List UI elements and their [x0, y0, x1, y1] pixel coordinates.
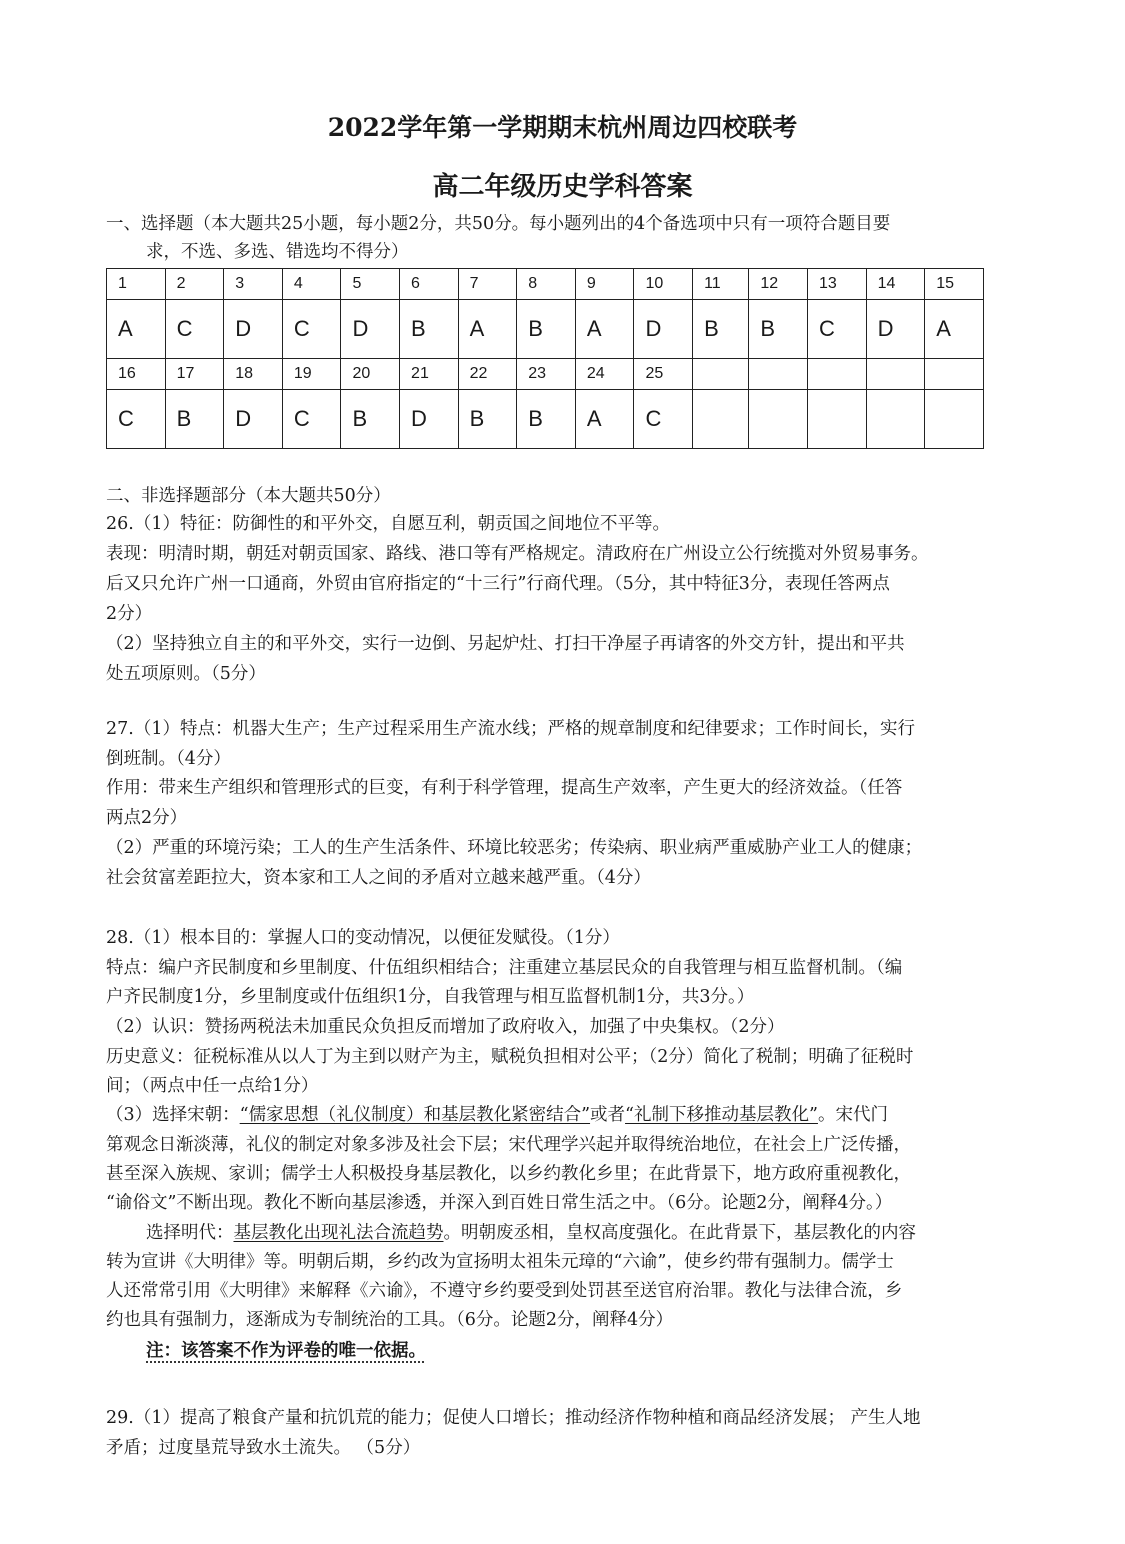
question-number-cell: 24: [575, 359, 634, 390]
answer-cell: C: [807, 300, 866, 359]
q26-line1: 26.（1）特征：防御性的和平外交，自愿互利，朝贡国之间地位不平等。: [106, 514, 670, 534]
question-number-cell: [693, 359, 749, 390]
answer-cell: [925, 390, 984, 449]
answer-cell: [749, 390, 808, 449]
q28-or: 或者: [590, 1105, 626, 1125]
question-number-row: [107, 359, 984, 390]
q28-line5: 历史意义：征税标准从以人丁为主到以财产为主，赋税负担相对公平；（2分）简化了税制；明确了征税时: [106, 1047, 914, 1067]
question-number-cell: 5: [341, 269, 400, 300]
document-title: 2022学年第一学期期末杭州周边四校联考: [327, 113, 798, 142]
q26-line4: 2分）: [106, 604, 153, 624]
question-number-cell: 23: [517, 359, 576, 390]
question-number-cell: 16: [107, 359, 166, 390]
question-number-cell: 7: [458, 269, 517, 300]
q28-part3-lead: （3）选择宋朝：: [106, 1105, 240, 1125]
question-number-row: [107, 269, 984, 300]
question-number-cell: 19: [282, 359, 341, 390]
answer-cell: A: [107, 300, 166, 359]
answer-cell: D: [866, 300, 925, 359]
q27-line3: 作用：带来生产组织和管理形式的巨变，有利于科学管理，提高生产效率，产生更大的经济效益。（任答: [106, 778, 903, 798]
q28-line9: 甚至深入族规、家训；儒学士人积极投身基层教化，以乡约教化乡里；在此背景下，地方政府重视教化，: [106, 1164, 911, 1184]
q28-line8: 第观念日渐淡薄，礼仪的制定对象多涉及社会下层；宋代理学兴起并取得统治地位，在社会上广泛传播，: [106, 1135, 911, 1155]
answer-cell: C: [282, 390, 341, 449]
q26-line2: 表现：明清时期，朝廷对朝贡国家、路线、港口等有严格规定。清政府在广州设立公行统揽对外贸易事务。: [106, 544, 929, 564]
question-number-cell: [749, 359, 808, 390]
answer-cell: D: [634, 300, 693, 359]
q27-line1: 27.（1）特点：机器大生产；生产过程采用生产流水线；严格的规章制度和纪律要求；工作时间长，实行: [106, 719, 915, 739]
document-subtitle: 高二年级历史学科答案: [432, 172, 693, 202]
question-number-cell: 10: [634, 269, 693, 300]
question-number-cell: 20: [341, 359, 400, 390]
q28-line1: 28.（1）根本目的：掌握人口的变动情况，以便征发赋役。（1分）: [106, 928, 620, 948]
q28-line10: “谕俗文”不断出现。教化不断向基层渗透，并深入到百姓日常生活之中。（6分。论题2分，阐释4分。）: [106, 1193, 893, 1213]
question-number-cell: [925, 359, 984, 390]
q27-line2: 倒班制。（4分）: [106, 749, 231, 769]
question-number-cell: 6: [400, 269, 459, 300]
question-number-cell: 15: [925, 269, 984, 300]
q29-line1: 29.（1）提高了粮食产量和抗饥荒的能力；促使人口增长；推动经济作物种植和商品经济发展； 产生人地: [106, 1408, 921, 1428]
q29-line2: 矛盾；过度垦荒导致水土流失。 （5分）: [106, 1438, 421, 1458]
question-number-cell: 25: [634, 359, 693, 390]
q28-line7-tail: 。宋代门: [817, 1105, 888, 1125]
question-number-cell: 1: [107, 269, 166, 300]
answer-cell: D: [341, 300, 400, 359]
answer-cell: B: [458, 390, 517, 449]
answer-cell: B: [517, 390, 576, 449]
answer-cell: [693, 390, 749, 449]
question-number-cell: 11: [693, 269, 749, 300]
q26-line3: 后又只允许广州一口通商，外贸由官府指定的“十三行”行商代理。（5分，其中特征3分，表现任答两点: [106, 574, 890, 594]
q28-ming-thesis: 基层教化出现礼法合流趋势: [233, 1223, 444, 1243]
q28-line3: 户齐民制度1分，乡里制度或什伍组织1分，自我管理与相互监督机制1分，共3分。）: [106, 987, 755, 1007]
question-number-cell: 4: [282, 269, 341, 300]
q28-song-thesis-1: “儒家思想（礼仪制度）和基层教化紧密结合”: [239, 1105, 591, 1125]
q28-line7: [106, 1101, 1026, 1129]
question-number-cell: [866, 359, 925, 390]
answer-row: [107, 300, 984, 359]
section1-instructions-line1: 一、选择题（本大题共25小题，每小题2分，共50分。每小题列出的4个备选项中只有一项符合题目要: [106, 214, 891, 234]
q27-line5: （2）严重的环境污染；工人的生产生活条件、环境比较恶劣；传染病、职业病严重威胁产业工人的健康；: [106, 838, 923, 858]
question-number-cell: 8: [517, 269, 576, 300]
question-number-cell: 2: [165, 269, 224, 300]
answer-cell: D: [224, 300, 283, 359]
answer-cell: A: [458, 300, 517, 359]
question-number-cell: 12: [749, 269, 808, 300]
answer-cell: [807, 390, 866, 449]
question-number-cell: 14: [866, 269, 925, 300]
answer-cell: B: [341, 390, 400, 449]
answer-cell: B: [165, 390, 224, 449]
answer-cell: A: [925, 300, 984, 359]
q28-ming-lead: 选择明代：: [146, 1223, 234, 1243]
answer-table: [106, 268, 984, 449]
q26-line5: （2）坚持独立自主的和平外交，实行一边倒、另起炉灶、打扫干净屋子再请客的外交方针，提出和平共: [106, 634, 905, 654]
q28-line2: 特点：编户齐民制度和乡里制度、什伍组织相结合；注重建立基层民众的自我管理与相互监督机制。（编: [106, 958, 903, 978]
answer-note: 注：该答案不作为评卷的唯一依据。: [146, 1341, 426, 1361]
answer-cell: [866, 390, 925, 449]
q28-line12: 转为宣讲《大明律》等。明朝后期，乡约改为宣扬明太祖朱元璋的“六谕”，使乡约带有强制力。儒学士: [106, 1252, 894, 1272]
answer-cell: D: [224, 390, 283, 449]
answer-cell: A: [575, 300, 634, 359]
answer-cell: C: [107, 390, 166, 449]
q28-line11: [146, 1219, 1066, 1247]
question-number-cell: 3: [224, 269, 283, 300]
q28-line13: 人还常常引用《大明律》来解释《六谕》，不遵守乡约要受到处罚甚至送官府治罪。教化与法律合流，乡: [106, 1281, 903, 1301]
question-number-cell: 22: [458, 359, 517, 390]
answer-cell: B: [517, 300, 576, 359]
question-number-cell: 13: [807, 269, 866, 300]
answer-cell: B: [400, 300, 459, 359]
answer-cell: B: [749, 300, 808, 359]
q26-line6: 处五项原则。（5分）: [106, 664, 266, 684]
question-number-cell: [807, 359, 866, 390]
answer-cell: B: [693, 300, 749, 359]
q27-line4: 两点2分）: [106, 808, 188, 828]
question-number-cell: 17: [165, 359, 224, 390]
answer-cell: C: [165, 300, 224, 359]
section1-instructions-line2: 求，不选、多选、错选均不得分）: [146, 242, 409, 262]
question-number-cell: 9: [575, 269, 634, 300]
q28-line6: 间；（两点中任一点给1分）: [106, 1076, 319, 1096]
section2-heading: 二、非选择题部分（本大题共50分）: [106, 486, 391, 506]
q28-line14: 约也具有强制力，逐渐成为专制统治的工具。（6分。论题2分，阐释4分）: [106, 1310, 674, 1330]
question-number-cell: 18: [224, 359, 283, 390]
answer-cell: A: [575, 390, 634, 449]
q28-line4: （2）认识：赞扬两税法未加重民众负担反而增加了政府收入，加强了中央集权。（2分）: [106, 1017, 785, 1037]
answer-row: [107, 390, 984, 449]
answer-cell: D: [400, 390, 459, 449]
question-number-cell: 21: [400, 359, 459, 390]
q28-song-thesis-2: “礼制下移推动基层教化”: [625, 1105, 818, 1125]
answer-cell: C: [282, 300, 341, 359]
q28-line11-tail: 。明朝废丞相，皇权高度强化。在此背景下，基层教化的内容: [443, 1223, 916, 1243]
answer-cell: C: [634, 390, 693, 449]
q27-line6: 社会贫富差距拉大，资本家和工人之间的矛盾对立越来越严重。（4分）: [106, 868, 651, 888]
